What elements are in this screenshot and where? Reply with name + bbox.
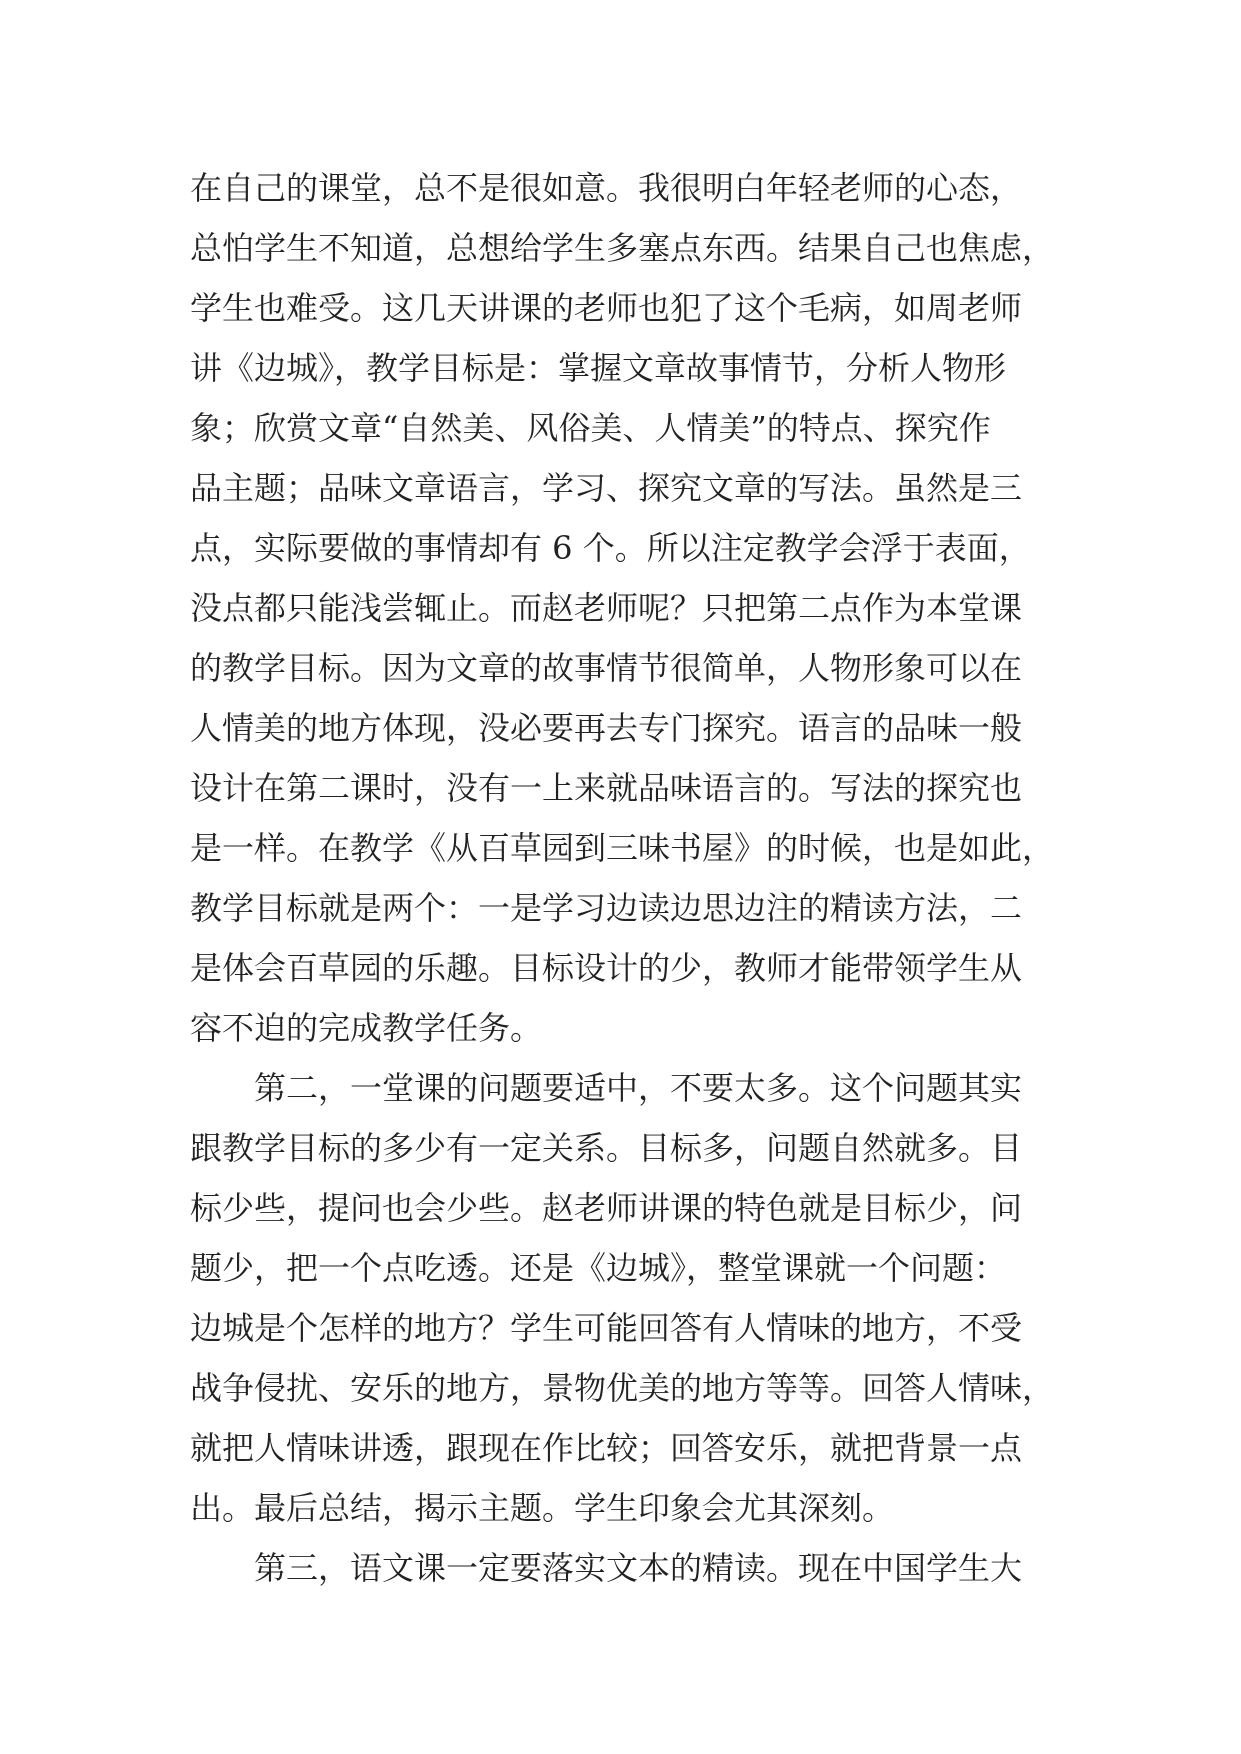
text-line: 总怕学生不知道，总想给学生多塞点东西。结果自己也焦虑， bbox=[190, 229, 1055, 267]
text-line: 是一样。在教学《从百草园到三味书屋》的时候，也是如此， bbox=[190, 829, 1055, 867]
text-line: 是体会百草园的乐趣。目标设计的少，教师才能带领学生从 bbox=[190, 949, 1023, 987]
text-line: 标少些，提问也会少些。赵老师讲课的特色就是目标少，问 bbox=[190, 1189, 1023, 1227]
text-line: 点，实际要做的事情却有 6 个。所以注定教学会浮于表面， bbox=[190, 529, 1031, 567]
paragraph-start-line: 第三，语文课一定要落实文本的精读。现在中国学生大 bbox=[254, 1549, 1023, 1587]
body-text bbox=[190, 158, 1090, 1598]
text-line: 人情美的地方体现，没必要再去专门探究。语言的品味一般 bbox=[190, 709, 1023, 747]
text-line: 在自己的课堂，总不是很如意。我很明白年轻老师的心态， bbox=[190, 169, 1023, 207]
text-line: 讲《边城》，教学目标是：掌握文章故事情节，分析人物形 bbox=[190, 349, 1007, 387]
text-line: 教学目标就是两个：一是学习边读边思边注的精读方法，二 bbox=[190, 889, 1023, 927]
text-line: 战争侵扰、安乐的地方，景物优美的地方等等。回答人情味， bbox=[190, 1369, 1055, 1407]
text-line: 就把人情味讲透，跟现在作比较；回答安乐，就把背景一点 bbox=[190, 1429, 1023, 1467]
text-line: 学生也难受。这几天讲课的老师也犯了这个毛病，如周老师 bbox=[190, 289, 1023, 327]
text-line: 出。最后总结，揭示主题。学生印象会尤其深刻。 bbox=[190, 1489, 895, 1527]
text-line: 没点都只能浅尝辄止。而赵老师呢？只把第二点作为本堂课 bbox=[190, 589, 1023, 627]
text-line: 容不迫的完成教学任务。 bbox=[190, 1009, 543, 1047]
text-line: 的教学目标。因为文章的故事情节很简单，人物形象可以在 bbox=[190, 649, 1023, 687]
text-line: 边城是个怎样的地方？学生可能回答有人情味的地方，不受 bbox=[190, 1309, 1023, 1347]
text-line: 设计在第二课时，没有一上来就品味语言的。写法的探究也 bbox=[190, 769, 1023, 807]
text-line: 跟教学目标的多少有一定关系。目标多，问题自然就多。目 bbox=[190, 1129, 1023, 1167]
paragraph-start-line: 第二，一堂课的问题要适中，不要太多。这个问题其实 bbox=[254, 1069, 1023, 1107]
text-line: 象；欣赏文章“自然美、风俗美、人情美”的特点、探究作 bbox=[190, 409, 991, 447]
text-line: 题少，把一个点吃透。还是《边城》，整堂课就一个问题： bbox=[190, 1249, 1007, 1287]
text-line: 品主题；品味文章语言，学习、探究文章的写法。虽然是三 bbox=[190, 469, 1023, 507]
